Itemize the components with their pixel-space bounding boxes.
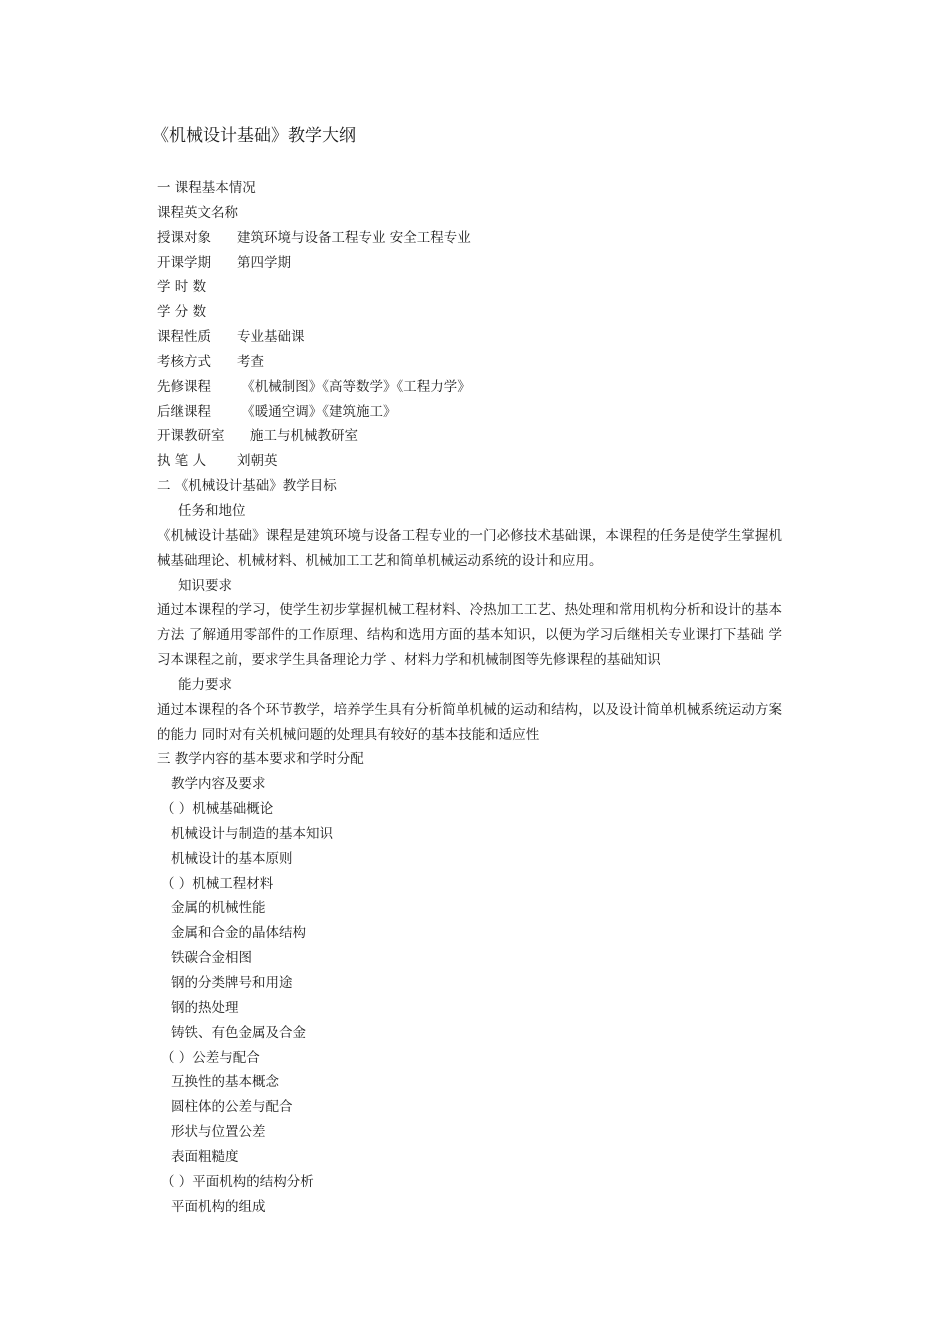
field-row	[157, 424, 782, 449]
subsection-heading: 知识要求	[178, 577, 232, 594]
list-item: 圆柱体的公差与配合	[171, 1099, 293, 1116]
field-row	[157, 350, 782, 375]
field-row	[157, 375, 782, 400]
field-value: 《机械制图》《高等数学》《工程力学》	[237, 378, 471, 395]
field-value: 施工与机械教研室	[250, 428, 358, 445]
field-label: 学 时 数	[157, 279, 207, 296]
field-value: 建筑环境与设备工程专业 安全工程专业	[237, 229, 471, 246]
list-item: 互换性的基本概念	[171, 1074, 279, 1091]
field-value: 考查	[237, 353, 264, 370]
document-title: 《机械设计基础》教学大纲	[152, 126, 356, 146]
subsection-heading: 任务和地位	[178, 502, 246, 519]
chapter-title: （ ）平面机构的结构分析	[161, 1173, 314, 1190]
field-label: 考核方式	[157, 353, 211, 370]
chapter-title: （ ）机械基础概论	[161, 801, 274, 818]
field-value: 《暖通空调》《建筑施工》	[237, 403, 397, 420]
list-item: 机械设计的基本原则	[171, 850, 293, 867]
list-item: 表面粗糙度	[171, 1148, 239, 1165]
list-item: 金属的机械性能	[171, 900, 266, 917]
subsection-heading: 能力要求	[178, 676, 232, 693]
list-item: 形状与位置公差	[171, 1124, 266, 1141]
section-heading: 二 《机械设计基础》教学目标	[157, 478, 337, 495]
field-value: 刘朝英	[237, 453, 278, 470]
field-label: 课程性质	[157, 329, 211, 346]
field-label: 授课对象	[157, 229, 211, 246]
field-row	[157, 300, 782, 325]
field-row	[157, 251, 782, 276]
field-label: 开课教研室	[157, 428, 225, 445]
list-item: 平面机构的组成	[171, 1198, 266, 1215]
document-body	[157, 176, 782, 1219]
english-name-label: 课程英文名称	[157, 204, 238, 221]
paragraph: 通过本课程的学习，使学生初步掌握机械工程材料、冷热加工工艺、热处理和常用机构分析和设计的基本方法 了解通用零部件的工作原理、结构和选用方面的基本知识，以便为学习后继相关专业课打下基础 学习本课程之前，要求学生具备理论力学 、材料力学和机械制图等先修课程的基础知识	[157, 602, 782, 669]
field-label: 执 笔 人	[157, 453, 207, 470]
field-value: 第四学期	[237, 254, 291, 271]
paragraph: 《机械设计基础》课程是建筑环境与设备工程专业的一门必修技术基础课，本课程的任务是使学生掌握机械基础理论、机械材料、机械加工工艺和简单机械运动系统的设计和应用。	[157, 527, 782, 569]
list-item: 钢的分类牌号和用途	[171, 975, 293, 991]
list-item: 机械设计与制造的基本知识	[171, 825, 333, 842]
section-heading: 一 课程基本情况	[157, 180, 256, 196]
list-item: 铸铁、有色金属及合金	[171, 1024, 306, 1041]
list-item: 铁碳合金相图	[171, 950, 252, 967]
chapter-title: （ ）机械工程材料	[161, 875, 274, 892]
field-label: 开课学期	[157, 254, 211, 271]
field-row	[157, 226, 782, 251]
field-label: 先修课程	[157, 378, 211, 395]
chapter-title: （ ）公差与配合	[161, 1049, 260, 1066]
paragraph: 通过本课程的各个环节教学，培养学生具有分析简单机械的运动和结构，以及设计简单机械系统运动方案的能力 同时对有关机械问题的处理具有较好的基本技能和适应性	[157, 701, 782, 743]
field-value: 专业基础课	[237, 329, 305, 346]
list-item: 金属和合金的晶体结构	[171, 925, 306, 942]
field-label: 后继课程	[157, 403, 211, 420]
field-label: 学 分 数	[157, 304, 207, 321]
field-row	[157, 449, 782, 474]
list-item: 钢的热处理	[171, 999, 239, 1016]
field-row	[157, 275, 782, 300]
field-row	[157, 400, 782, 425]
section-heading: 三 教学内容的基本要求和学时分配	[157, 751, 364, 768]
subsection-heading: 教学内容及要求	[171, 776, 266, 793]
field-row	[157, 325, 782, 350]
